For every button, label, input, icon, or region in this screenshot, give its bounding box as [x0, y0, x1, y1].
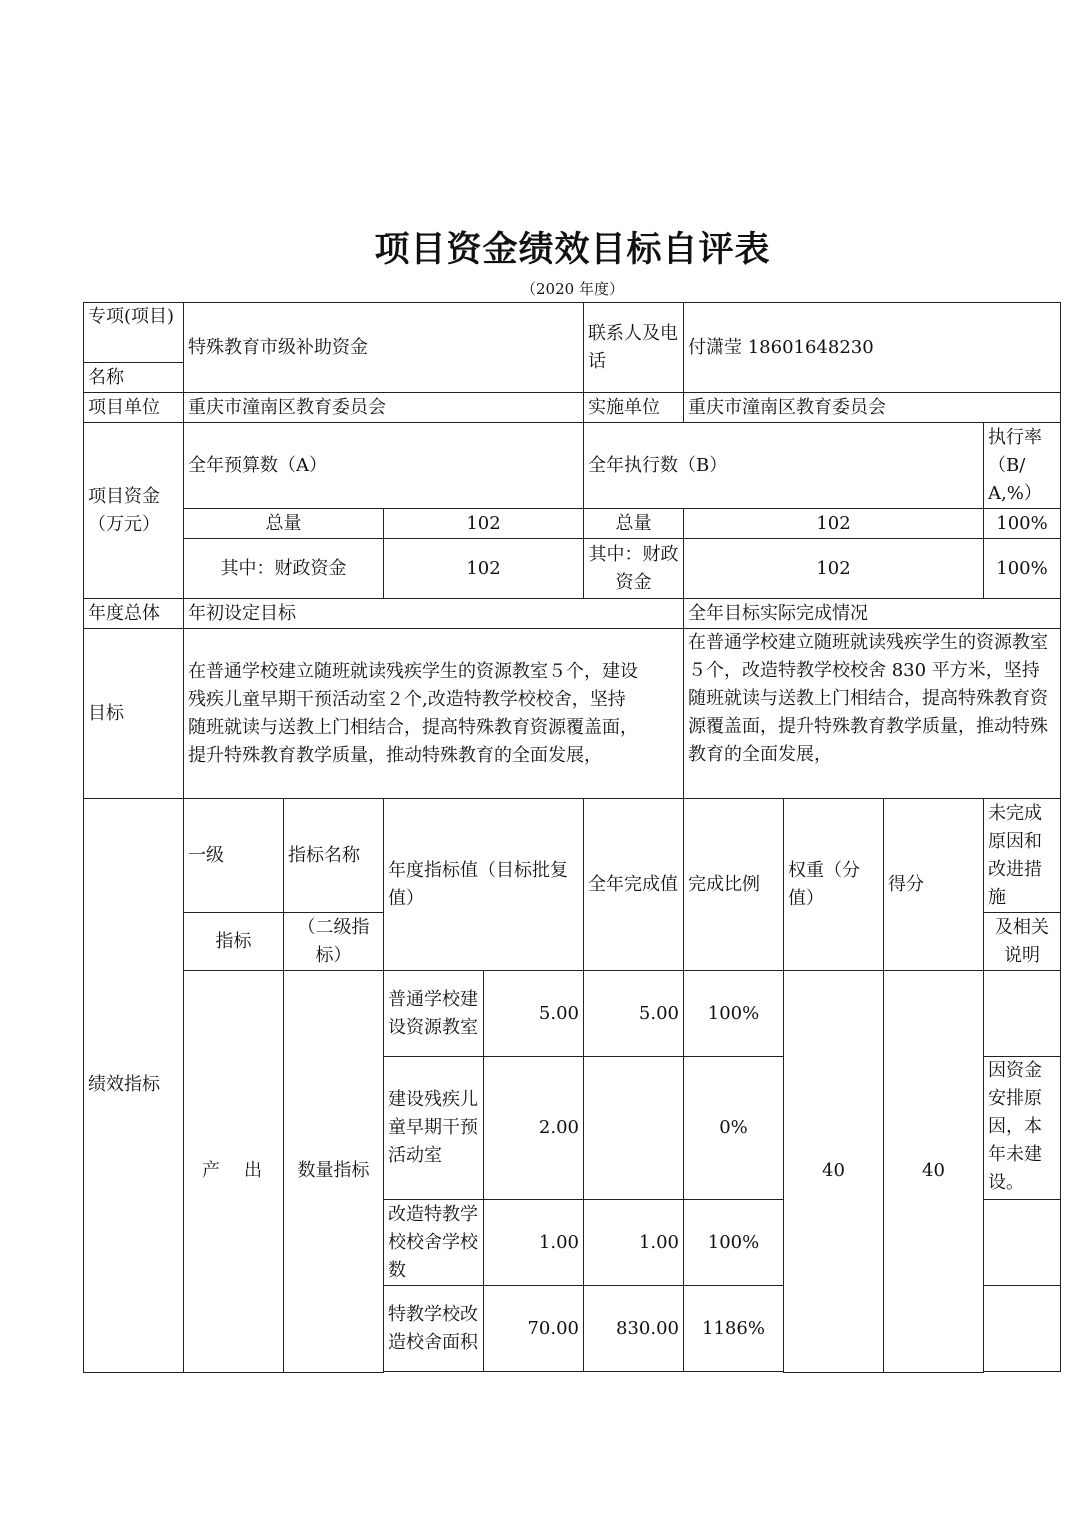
header-actual: 全年完成值	[584, 799, 684, 971]
funds-label: 项目资金（万元）	[84, 423, 184, 599]
evaluation-table	[83, 302, 1061, 1373]
row-ratio: 0%	[684, 1057, 784, 1200]
row-reason	[984, 971, 1061, 1057]
row-target: 70.00	[484, 1286, 584, 1372]
row-reason	[984, 1200, 1061, 1286]
row-target: 2.00	[484, 1057, 584, 1200]
row-name: 建设残疾儿童早期干预活动室	[384, 1057, 484, 1200]
rate-header: 执行率（B/A,%）	[984, 423, 1061, 509]
year-label: （2020 年度）	[521, 280, 624, 298]
header-score: 得分	[884, 799, 984, 971]
page-title: 项目资金绩效目标自评表	[374, 230, 771, 270]
level2-cell: 数量指标	[284, 971, 384, 1373]
goal-actual-header: 全年目标实际完成情况	[684, 599, 1061, 629]
row-actual: 5.00	[584, 971, 684, 1057]
header-indicator-name: 指标名称	[284, 799, 384, 913]
header-weight: 权重（分值）	[784, 799, 884, 971]
row-reason: 因资金安排原因，本年未建设。	[984, 1057, 1061, 1200]
project-name-label-2: 名称	[84, 363, 184, 393]
row-ratio: 100%	[684, 971, 784, 1057]
goal-actual-text: 在普通学校建立随班就读残疾学生的资源教室５个，改造特教学校校舍 830 平方米，坚持随班就读与送教上门相结合，提高特殊教育资源覆盖面，提升特殊教育教学质量，推动特殊教育的全面发展，	[684, 629, 1061, 799]
total-label: 总量	[184, 509, 384, 539]
row-reason	[984, 1286, 1061, 1372]
indicator-label: 绩效指标	[84, 799, 184, 1373]
level1-cell: 产 出	[184, 971, 284, 1373]
row-name: 改造特教学校校舍学校数	[384, 1200, 484, 1286]
row-name: 普通学校建设资源教室	[384, 971, 484, 1057]
unit-label: 项目单位	[84, 393, 184, 423]
project-name-value: 特殊教育市级补助资金	[184, 303, 584, 393]
row-actual	[584, 1057, 684, 1200]
table-row	[84, 971, 1061, 1057]
header-target: 年度指标值（目标批复值）	[384, 799, 584, 971]
weight-cell: 40	[784, 971, 884, 1373]
impl-value: 重庆市潼南区教育委员会	[684, 393, 1061, 423]
fiscal-exec-label: 其中：财政资金	[584, 539, 684, 599]
header-reason-b: 及相关说明	[984, 913, 1061, 971]
row-actual: 830.00	[584, 1286, 684, 1372]
goal-set-header: 年初设定目标	[184, 599, 684, 629]
total-budget: 102	[384, 509, 584, 539]
contact-value: 付潇莹 18601648230	[684, 303, 1061, 393]
total-exec-label: 总量	[584, 509, 684, 539]
goal-label-2: 目标	[84, 629, 184, 799]
row-actual: 1.00	[584, 1200, 684, 1286]
budget-header: 全年预算数（A）	[184, 423, 584, 509]
row-ratio: 1186%	[684, 1286, 784, 1372]
header-reason: 未完成原因和改进措施	[984, 799, 1061, 913]
header-level1-b: 指标	[184, 913, 284, 971]
fiscal-budget: 102	[384, 539, 584, 599]
fiscal-rate: 100%	[984, 539, 1061, 599]
header-level1: 一级	[184, 799, 284, 913]
goal-set-text: 在普通学校建立随班就读残疾学生的资源教室５个，建设残疾儿童早期干预活动室２个,改造特教学校校舍，坚持随班就读与送教上门相结合，提高特殊教育资源覆盖面，提升特殊教育教学质量，推动特殊教育的全面发展，	[184, 629, 684, 799]
score-cell: 40	[884, 971, 984, 1373]
row-target: 1.00	[484, 1200, 584, 1286]
header-ratio: 完成比例	[684, 799, 784, 971]
unit-value: 重庆市潼南区教育委员会	[184, 393, 584, 423]
total-rate: 100%	[984, 509, 1061, 539]
fiscal-exec: 102	[684, 539, 984, 599]
row-name: 特教学校改造校舍面积	[384, 1286, 484, 1372]
row-target: 5.00	[484, 971, 584, 1057]
fiscal-label: 其中：财政资金	[184, 539, 384, 599]
exec-header: 全年执行数（B）	[584, 423, 984, 509]
goal-label: 年度总体	[84, 599, 184, 629]
contact-label: 联系人及电话	[584, 303, 684, 393]
impl-label: 实施单位	[584, 393, 684, 423]
project-name-label: 专项(项目)	[84, 303, 184, 363]
total-exec: 102	[684, 509, 984, 539]
row-ratio: 100%	[684, 1200, 784, 1286]
header-indicator-name-b: （二级指标）	[284, 913, 384, 971]
